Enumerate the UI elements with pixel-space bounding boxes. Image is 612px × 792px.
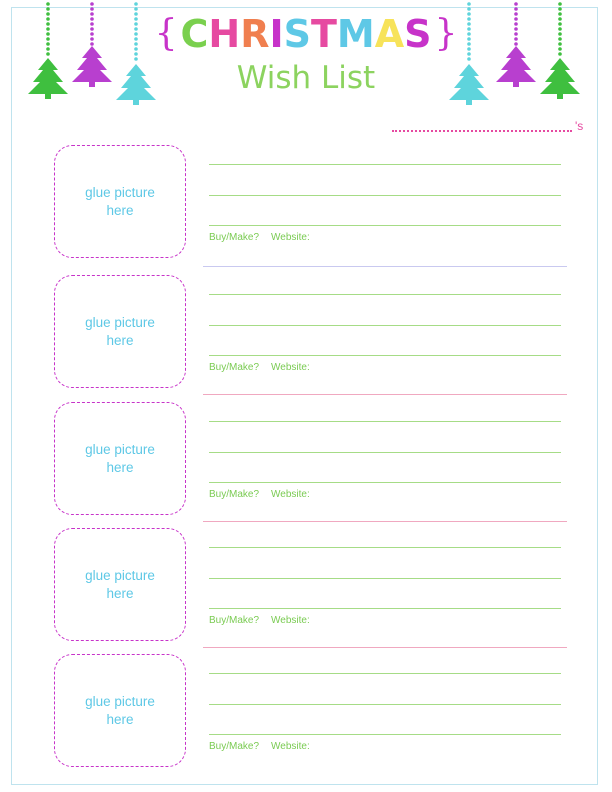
buy-make-label: Buy/Make? — [209, 232, 260, 243]
title-letter: R — [240, 12, 270, 56]
write-line[interactable] — [209, 294, 561, 295]
photo-label-line-2: here — [106, 711, 134, 727]
photo-placeholder — [54, 275, 186, 388]
item-meta — [209, 489, 322, 500]
write-line[interactable] — [209, 578, 561, 579]
photo-placeholder — [54, 528, 186, 641]
photo-label-line-2: here — [106, 332, 134, 348]
photo-placeholder-label — [75, 184, 165, 220]
title-letter: I — [269, 12, 284, 56]
photo-placeholder-label — [75, 693, 165, 729]
page-title — [0, 12, 612, 56]
write-line[interactable] — [209, 482, 561, 483]
page-subtitle: Wish List — [236, 60, 376, 96]
item-meta — [209, 362, 322, 373]
item-divider — [203, 647, 567, 648]
photo-placeholder-label — [75, 314, 165, 350]
name-suffix: 's — [575, 119, 584, 133]
photo-label-line-1: glue picture — [85, 567, 155, 583]
buy-make-label: Buy/Make? — [209, 615, 260, 626]
title-letter: H — [208, 12, 241, 56]
photo-placeholder-label — [75, 441, 165, 477]
title-letter: M — [336, 12, 375, 56]
write-line[interactable] — [209, 421, 561, 422]
photo-placeholder-label — [75, 567, 165, 603]
title-letter: T — [310, 12, 337, 56]
write-line[interactable] — [209, 608, 561, 609]
website-label: Website: — [271, 615, 310, 626]
website-label: Website: — [271, 741, 310, 752]
photo-placeholder — [54, 654, 186, 767]
title-letters — [180, 12, 432, 56]
write-line[interactable] — [209, 673, 561, 674]
write-line[interactable] — [209, 355, 561, 356]
website-label: Website: — [271, 232, 310, 243]
title-letter: A — [374, 12, 405, 56]
write-line[interactable] — [209, 164, 561, 165]
write-line[interactable] — [209, 734, 561, 735]
photo-label-line-2: here — [106, 585, 134, 601]
photo-label-line-1: glue picture — [85, 314, 155, 330]
website-label: Website: — [271, 362, 310, 373]
item-meta — [209, 615, 322, 626]
title-open-brace: { — [154, 13, 178, 54]
write-line[interactable] — [209, 547, 561, 548]
photo-placeholder — [54, 402, 186, 515]
write-line[interactable] — [209, 195, 561, 196]
write-line[interactable] — [209, 325, 561, 326]
write-line[interactable] — [209, 452, 561, 453]
write-line[interactable] — [209, 704, 561, 705]
buy-make-label: Buy/Make? — [209, 741, 260, 752]
title-letter: S — [404, 12, 432, 56]
photo-label-line-1: glue picture — [85, 441, 155, 457]
photo-label-line-2: here — [106, 459, 134, 475]
item-meta — [209, 232, 322, 243]
write-line[interactable] — [209, 225, 561, 226]
photo-label-line-1: glue picture — [85, 693, 155, 709]
title-letter: C — [180, 12, 209, 56]
buy-make-label: Buy/Make? — [209, 362, 260, 373]
item-divider — [203, 521, 567, 522]
photo-label-line-2: here — [106, 202, 134, 218]
photo-placeholder — [54, 145, 186, 258]
title-letter: S — [283, 12, 311, 56]
item-divider — [203, 266, 567, 267]
buy-make-label: Buy/Make? — [209, 489, 260, 500]
item-meta — [209, 741, 322, 752]
website-label: Website: — [271, 489, 310, 500]
item-divider — [203, 394, 567, 395]
photo-label-line-1: glue picture — [85, 184, 155, 200]
name-field[interactable] — [392, 130, 572, 132]
title-close-brace: } — [434, 13, 458, 54]
